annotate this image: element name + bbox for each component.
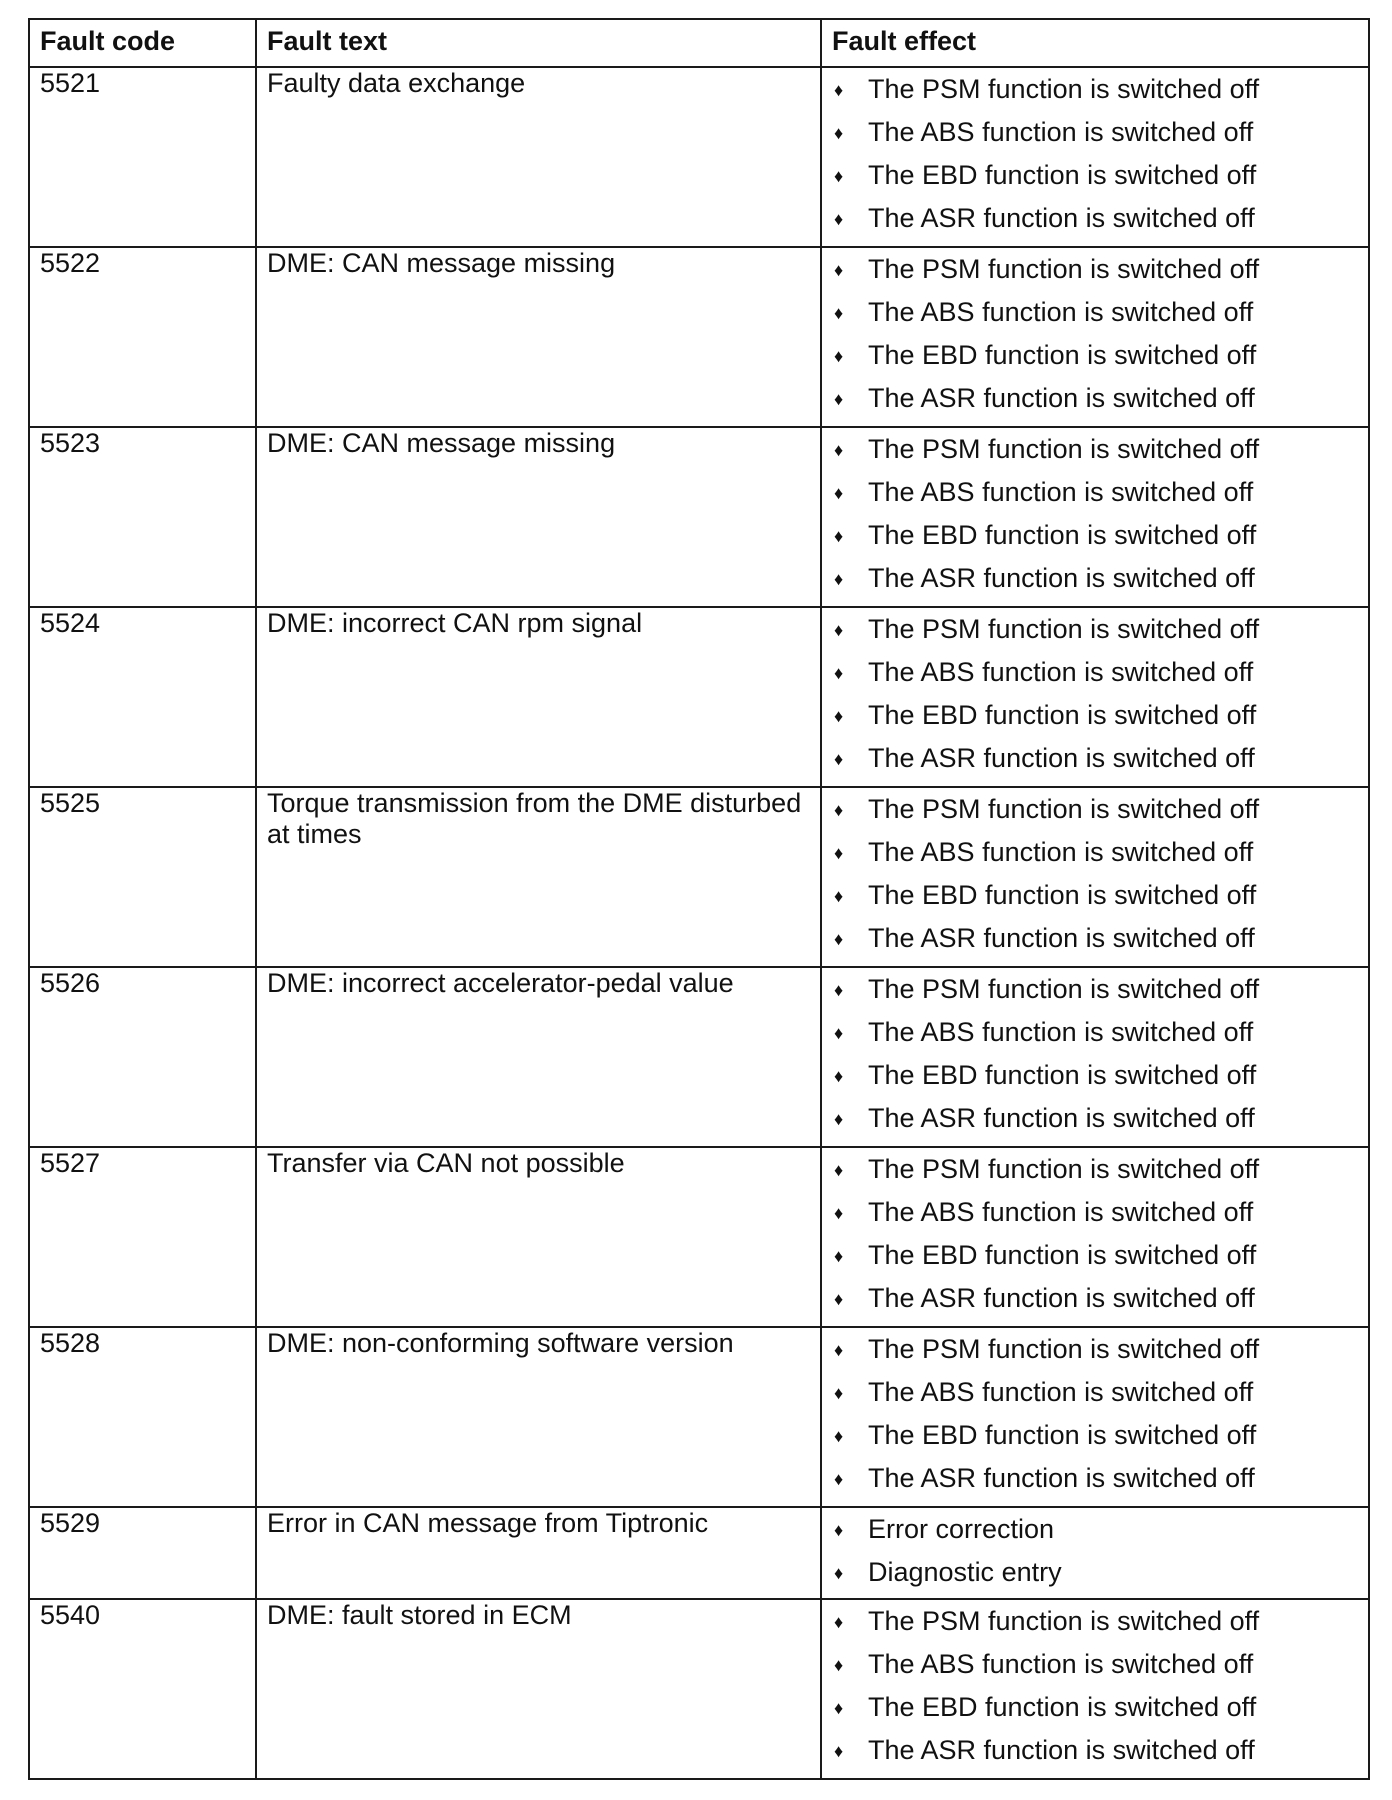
- fault-effect-item: [832, 1508, 1358, 1551]
- diamond-bullet-icon: ♦: [834, 1160, 844, 1180]
- fault-effect-item: [832, 651, 1358, 694]
- diamond-bullet-icon: ♦: [834, 663, 844, 683]
- diamond-bullet-icon: ♦: [834, 303, 844, 323]
- fault-effect-item: [832, 1371, 1358, 1414]
- fault-effect-item: [832, 557, 1358, 600]
- fault-effect-item: [832, 248, 1358, 291]
- fault-effect-item: [832, 428, 1358, 471]
- fault-effect-cell: [821, 787, 1369, 967]
- fault-effect-list: [832, 968, 1358, 1140]
- fault-effect-item: [832, 1011, 1358, 1054]
- diamond-bullet-icon: ♦: [834, 1520, 844, 1540]
- fault-text-cell: DME: CAN message missing: [256, 247, 821, 427]
- fault-effect-list: [832, 788, 1358, 960]
- table-row: [29, 1507, 1369, 1599]
- fault-effect-text: The ABS function is switched off: [868, 657, 1254, 687]
- diamond-bullet-icon: ♦: [834, 1023, 844, 1043]
- header-fault-code: Fault code: [29, 19, 256, 67]
- diamond-bullet-icon: ♦: [834, 569, 844, 589]
- fault-effect-text: The ASR function is switched off: [868, 203, 1255, 233]
- fault-effect-text: The EBD function is switched off: [868, 1420, 1257, 1450]
- fault-effect-cell: [821, 67, 1369, 247]
- fault-effect-item: [832, 68, 1358, 111]
- fault-effect-item: [832, 831, 1358, 874]
- diamond-bullet-icon: ♦: [834, 980, 844, 1000]
- fault-text-cell: DME: CAN message missing: [256, 427, 821, 607]
- diamond-bullet-icon: ♦: [834, 1741, 844, 1761]
- diamond-bullet-icon: ♦: [834, 260, 844, 280]
- fault-effect-text: The PSM function is switched off: [868, 434, 1260, 464]
- table-row: [29, 787, 1369, 967]
- fault-effect-list: [832, 608, 1358, 780]
- fault-effect-text: The PSM function is switched off: [868, 1334, 1260, 1364]
- fault-effect-text: The ABS function is switched off: [868, 297, 1254, 327]
- fault-effect-text: The EBD function is switched off: [868, 1060, 1257, 1090]
- table-row: [29, 1327, 1369, 1507]
- diamond-bullet-icon: ♦: [834, 620, 844, 640]
- fault-effect-text: The ASR function is switched off: [868, 1283, 1255, 1313]
- diamond-bullet-icon: ♦: [834, 706, 844, 726]
- fault-effect-item: [832, 1414, 1358, 1457]
- diamond-bullet-icon: ♦: [834, 800, 844, 820]
- fault-effect-item: [832, 737, 1358, 780]
- fault-effect-cell: [821, 1599, 1369, 1779]
- fault-effect-item: [832, 1191, 1358, 1234]
- fault-effect-text: The EBD function is switched off: [868, 1692, 1257, 1722]
- fault-effect-text: The ABS function is switched off: [868, 1649, 1254, 1679]
- fault-effect-text: The ABS function is switched off: [868, 1197, 1254, 1227]
- fault-effect-text: The ASR function is switched off: [868, 563, 1255, 593]
- fault-effect-item: [832, 1600, 1358, 1643]
- fault-effect-item: [832, 154, 1358, 197]
- table-row: [29, 247, 1369, 427]
- fault-text-cell: DME: incorrect accelerator-pedal value: [256, 967, 821, 1147]
- diamond-bullet-icon: ♦: [834, 1203, 844, 1223]
- fault-effect-text: The PSM function is switched off: [868, 614, 1260, 644]
- fault-text-cell: Transfer via CAN not possible: [256, 1147, 821, 1327]
- diamond-bullet-icon: ♦: [834, 1469, 844, 1489]
- fault-effect-text: The ABS function is switched off: [868, 837, 1254, 867]
- fault-effect-text: The ASR function is switched off: [868, 923, 1255, 953]
- fault-effect-item: [832, 788, 1358, 831]
- fault-effect-item: [832, 1686, 1358, 1729]
- fault-effect-text: The EBD function is switched off: [868, 880, 1257, 910]
- diamond-bullet-icon: ♦: [834, 346, 844, 366]
- diamond-bullet-icon: ♦: [834, 1655, 844, 1675]
- fault-effect-text: The ABS function is switched off: [868, 117, 1254, 147]
- fault-effect-list: [832, 1328, 1358, 1500]
- header-fault-text: Fault text: [256, 19, 821, 67]
- fault-effect-item: [832, 334, 1358, 377]
- fault-effect-text: The ASR function is switched off: [868, 743, 1255, 773]
- fault-code-cell: 5526: [29, 967, 256, 1147]
- header-fault-effect: Fault effect: [821, 19, 1369, 67]
- diamond-bullet-icon: ♦: [834, 440, 844, 460]
- fault-effect-item: [832, 1054, 1358, 1097]
- fault-effect-item: [832, 968, 1358, 1011]
- fault-effect-text: The EBD function is switched off: [868, 1240, 1257, 1270]
- fault-effect-item: [832, 1643, 1358, 1686]
- fault-effect-item: [832, 1097, 1358, 1140]
- fault-effect-text: The PSM function is switched off: [868, 74, 1260, 104]
- diamond-bullet-icon: ♦: [834, 209, 844, 229]
- table-row: [29, 967, 1369, 1147]
- fault-effect-item: [832, 514, 1358, 557]
- fault-effect-text: The ABS function is switched off: [868, 1377, 1254, 1407]
- fault-effect-list: [832, 428, 1358, 600]
- fault-effect-item: [832, 1551, 1358, 1594]
- fault-effect-list: [832, 1600, 1358, 1772]
- diamond-bullet-icon: ♦: [834, 1612, 844, 1632]
- fault-effect-item: [832, 694, 1358, 737]
- table-body: [29, 67, 1369, 1779]
- diamond-bullet-icon: ♦: [834, 1289, 844, 1309]
- fault-effect-item: [832, 377, 1358, 420]
- fault-effect-text: The EBD function is switched off: [868, 700, 1257, 730]
- fault-effect-cell: [821, 1327, 1369, 1507]
- diamond-bullet-icon: ♦: [834, 1066, 844, 1086]
- fault-effect-text: The ASR function is switched off: [868, 383, 1255, 413]
- fault-effect-text: The PSM function is switched off: [868, 974, 1260, 1004]
- fault-effect-item: [832, 291, 1358, 334]
- diamond-bullet-icon: ♦: [834, 80, 844, 100]
- fault-effect-text: The PSM function is switched off: [868, 1154, 1260, 1184]
- fault-effect-item: [832, 608, 1358, 651]
- fault-effect-cell: [821, 607, 1369, 787]
- fault-code-cell: 5525: [29, 787, 256, 967]
- fault-code-cell: 5524: [29, 607, 256, 787]
- diamond-bullet-icon: ♦: [834, 483, 844, 503]
- fault-effect-item: [832, 1234, 1358, 1277]
- fault-effect-item: [832, 1729, 1358, 1772]
- fault-code-cell: 5528: [29, 1327, 256, 1507]
- fault-effect-item: [832, 874, 1358, 917]
- fault-effect-text: Error correction: [868, 1514, 1055, 1544]
- diamond-bullet-icon: ♦: [834, 1340, 844, 1360]
- fault-effect-item: [832, 1457, 1358, 1500]
- fault-effect-text: Diagnostic entry: [868, 1557, 1062, 1587]
- fault-effect-list: [832, 68, 1358, 240]
- diamond-bullet-icon: ♦: [834, 929, 844, 949]
- fault-effect-list: [832, 248, 1358, 420]
- diamond-bullet-icon: ♦: [834, 1698, 844, 1718]
- fault-text-cell: DME: non-conforming software version: [256, 1327, 821, 1507]
- fault-effect-text: The ABS function is switched off: [868, 1017, 1254, 1047]
- fault-effect-text: The EBD function is switched off: [868, 340, 1257, 370]
- diamond-bullet-icon: ♦: [834, 843, 844, 863]
- diamond-bullet-icon: ♦: [834, 749, 844, 769]
- table-row: [29, 427, 1369, 607]
- fault-effect-cell: [821, 427, 1369, 607]
- diamond-bullet-icon: ♦: [834, 389, 844, 409]
- table-header-row: [29, 19, 1369, 67]
- table-row: [29, 1599, 1369, 1779]
- fault-effect-cell: [821, 1507, 1369, 1599]
- fault-code-cell: 5523: [29, 427, 256, 607]
- diamond-bullet-icon: ♦: [834, 526, 844, 546]
- diamond-bullet-icon: ♦: [834, 166, 844, 186]
- fault-effect-text: The PSM function is switched off: [868, 1606, 1260, 1636]
- fault-effect-item: [832, 111, 1358, 154]
- fault-effect-text: The ASR function is switched off: [868, 1735, 1255, 1765]
- diamond-bullet-icon: ♦: [834, 886, 844, 906]
- table-row: [29, 67, 1369, 247]
- fault-effect-text: The EBD function is switched off: [868, 160, 1257, 190]
- fault-code-cell: 5521: [29, 67, 256, 247]
- fault-effect-text: The ASR function is switched off: [868, 1103, 1255, 1133]
- fault-effect-item: [832, 1148, 1358, 1191]
- fault-text-cell: Faulty data exchange: [256, 67, 821, 247]
- diamond-bullet-icon: ♦: [834, 1383, 844, 1403]
- fault-text-cell: Torque transmission from the DME disturbed at times: [256, 787, 821, 967]
- diamond-bullet-icon: ♦: [834, 1109, 844, 1129]
- fault-code-cell: 5527: [29, 1147, 256, 1327]
- fault-effect-text: The PSM function is switched off: [868, 254, 1260, 284]
- diamond-bullet-icon: ♦: [834, 1563, 844, 1583]
- fault-effect-cell: [821, 1147, 1369, 1327]
- fault-code-cell: 5522: [29, 247, 256, 427]
- fault-effect-text: The PSM function is switched off: [868, 794, 1260, 824]
- fault-effect-text: The ASR function is switched off: [868, 1463, 1255, 1493]
- fault-effect-list: [832, 1508, 1358, 1594]
- fault-effect-cell: [821, 247, 1369, 427]
- fault-effect-item: [832, 1328, 1358, 1371]
- fault-code-cell: 5529: [29, 1507, 256, 1599]
- diamond-bullet-icon: ♦: [834, 1246, 844, 1266]
- fault-effect-list: [832, 1148, 1358, 1320]
- fault-effect-text: The ABS function is switched off: [868, 477, 1254, 507]
- table-row: [29, 607, 1369, 787]
- fault-text-cell: DME: fault stored in ECM: [256, 1599, 821, 1779]
- diamond-bullet-icon: ♦: [834, 1426, 844, 1446]
- diamond-bullet-icon: ♦: [834, 123, 844, 143]
- fault-effect-text: The EBD function is switched off: [868, 520, 1257, 550]
- fault-effect-item: [832, 1277, 1358, 1320]
- fault-text-cell: DME: incorrect CAN rpm signal: [256, 607, 821, 787]
- table-row: [29, 1147, 1369, 1327]
- fault-code-table: [28, 18, 1370, 1780]
- fault-effect-item: [832, 197, 1358, 240]
- fault-effect-item: [832, 917, 1358, 960]
- fault-code-cell: 5540: [29, 1599, 256, 1779]
- fault-effect-item: [832, 471, 1358, 514]
- fault-effect-cell: [821, 967, 1369, 1147]
- fault-text-cell: Error in CAN message from Tiptronic: [256, 1507, 821, 1599]
